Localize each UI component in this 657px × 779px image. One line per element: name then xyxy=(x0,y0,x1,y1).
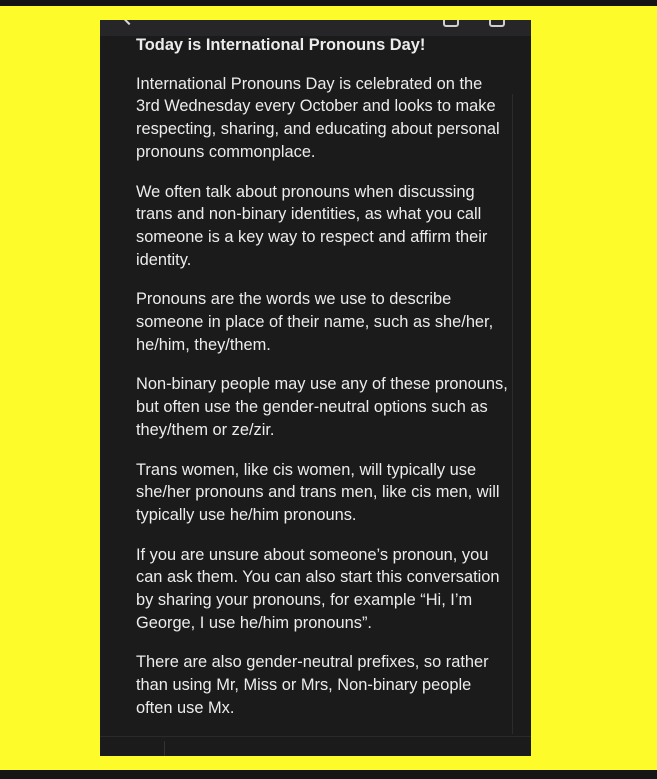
phone-screen xyxy=(100,20,531,756)
bottom-composer-bar[interactable] xyxy=(100,736,531,756)
post-body xyxy=(136,34,508,737)
post-title: Today is International Pronouns Day! xyxy=(136,36,426,54)
post-paragraph: If you are unsure about someone’s pronoun, you can ask them. You can also start this conversation by sharing your pronouns, for example “Hi, I’m George, I use he/him pronouns”. xyxy=(136,545,500,632)
back-arrow-icon[interactable] xyxy=(122,20,136,25)
post-paragraph: Non-binary people may use any of these pronouns, but often use the gender-neutral options such as they/them or ze/zir. xyxy=(136,375,508,439)
bottom-frame-bar xyxy=(0,770,657,779)
share-icon[interactable] xyxy=(443,20,459,27)
content-divider xyxy=(512,94,513,734)
more-icon[interactable] xyxy=(489,20,505,27)
post-paragraph: There are also gender-neutral prefixes, so rather than using Mr, Miss or Mrs, Non-binary people often use Mx. xyxy=(136,653,489,717)
top-frame-bar xyxy=(0,0,657,6)
post-paragraph: Pronouns are the words we use to describe someone in place of their name, such as she/her, he/him, they/them. xyxy=(136,290,494,354)
composer-divider xyxy=(164,741,165,756)
post-paragraph: We often talk about pronouns when discussing trans and non-binary identities, as what you call someone is a key way to respect and affirm their identity. xyxy=(136,182,488,269)
post-paragraph: International Pronouns Day is celebrated on the 3rd Wednesday every October and looks to make respecting, sharing, and educating about personal pronouns commonplace. xyxy=(136,74,500,161)
post-paragraph: Trans women, like cis women, will typically use she/her pronouns and trans men, like cis men, will typically use he/him pronouns. xyxy=(136,460,500,524)
